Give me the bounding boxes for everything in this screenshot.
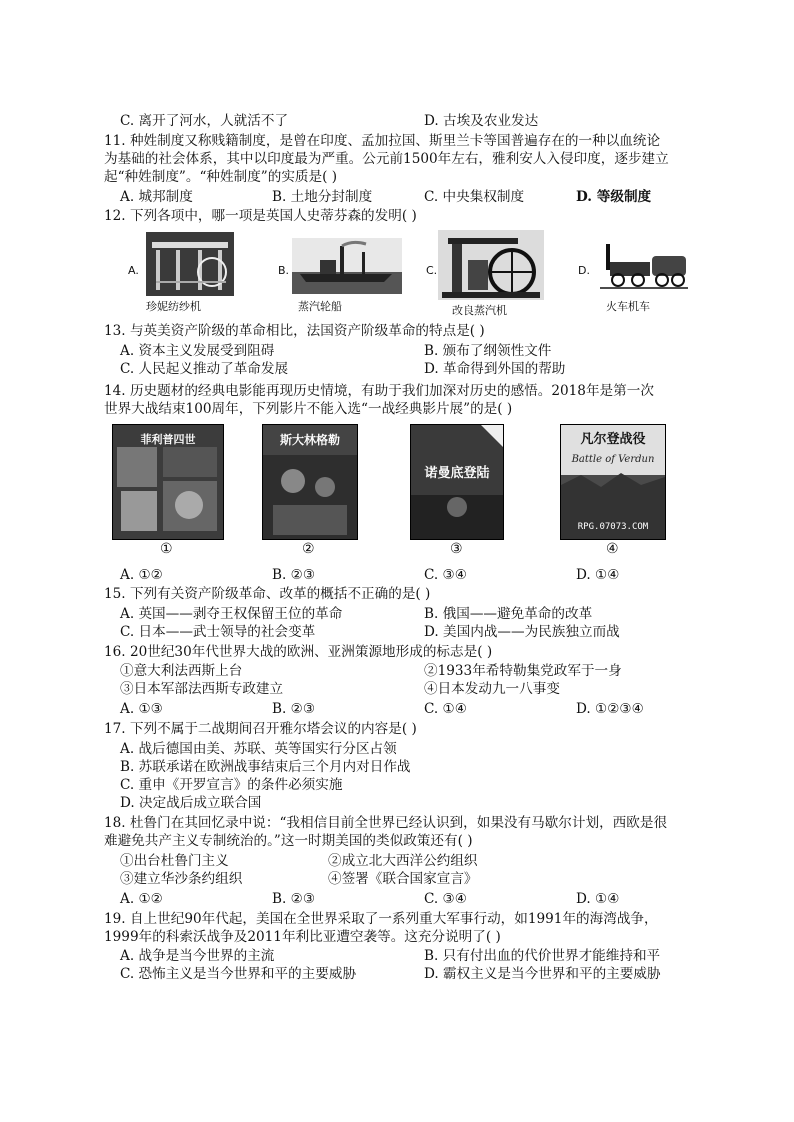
q12-image-d-letter: D. (578, 264, 590, 277)
q14-option-b: B. ②③ (272, 567, 316, 583)
q19-option-a: A. 战争是当今世界的主流 (120, 948, 275, 964)
q17-option-d: D. 决定战后成立联合国 (120, 795, 262, 811)
q17-option-a: A. 战后德国由美、苏联、英等国实行分区占领 (120, 741, 397, 757)
q19-stem-line2: 1999年的科索沃战争及2011年利比亚遭空袭等。这充分说明了( ) (104, 929, 501, 945)
q12-image-a-caption: 珍妮纺纱机 (146, 300, 201, 313)
q19-option-b: B. 只有付出血的代价世界才能维持和平 (424, 948, 661, 964)
q12-image-b-caption: 蒸汽轮船 (298, 300, 342, 313)
q11-option-c: C. 中央集权制度 (424, 189, 525, 205)
steamboat-image (292, 238, 402, 294)
q11-option-a: A. 城邦制度 (120, 189, 193, 205)
q14-stem-line1: 14. 历史题材的经典电影能再现历史情境，有助于我们加深对历史的感悟。2018年是第一次 (104, 383, 654, 399)
q13-stem: 13. 与英美资产阶级的革命相比，法国资产阶级革命的特点是( ) (104, 323, 485, 339)
q16-option-a: A. ①③ (120, 701, 163, 717)
q18-stem-line1: 18. 杜鲁门在其回忆录中说：“我相信目前全世界已经认识到，如果没有马歇尔计划，西欧是很 (104, 815, 668, 831)
q17-option-b: B. 苏联承诺在欧洲战事结束后三个月内对日作战 (120, 759, 411, 775)
q16-item-4: ④日本发动九一八事变 (424, 681, 560, 697)
movie-poster-1 (112, 424, 224, 540)
q15-option-b: B. 俄国——避免革命的改革 (424, 606, 593, 622)
q12-image-a-letter: A. (128, 264, 139, 277)
q18-item-4: ④签署《联合国家宣言》 (328, 871, 478, 887)
q13-option-c: C. 人民起义推动了革命发展 (120, 361, 289, 377)
q17-stem: 17. 下列不属于二战期间召开雅尔塔会议的内容是( ) (104, 721, 417, 737)
q16-item-1: ①意大利法西斯上台 (120, 663, 243, 679)
q15-stem: 15. 下列有关资产阶级革命、改革的概括不正确的是( ) (104, 586, 431, 602)
poster-2-number: ② (302, 541, 315, 557)
poster-1-number: ① (160, 541, 173, 557)
q11-option-b: B. 土地分封制度 (272, 189, 373, 205)
q16-stem: 16. 20世纪30年代世界大战的欧洲、亚洲策源地形成的标志是( ) (104, 644, 493, 660)
q11-stem-line2: 为基础的社会体系，其中以印度最为严重。公元前1500年左右，雅利安人入侵印度，逐步建立 (104, 151, 669, 167)
improved-steam-engine-image (438, 230, 544, 300)
q12-image-b-letter: B. (278, 264, 290, 277)
q11-option-d: D. 等级制度 (576, 189, 652, 205)
q12-image-c-caption: 改良蒸汽机 (452, 304, 507, 317)
q12-stem: 12. 下列各项中，哪一项是英国人史蒂芬森的发明( ) (104, 208, 417, 224)
q16-item-3: ③日本军部法西斯专政建立 (120, 681, 284, 697)
q16-option-b: B. ②③ (272, 701, 316, 717)
movie-poster-2-title: 斯大林格勒 (279, 433, 340, 447)
locomotive-image (596, 238, 690, 294)
q12-image-c-letter: C. (426, 264, 438, 277)
q14-option-c: C. ③④ (424, 567, 467, 583)
q14-stem-line2: 世界大战结束100周年，下列影片不能入选“一战经典影片展”的是( ) (104, 401, 513, 417)
q15-option-d: D. 美国内战——为民族独立而战 (424, 624, 620, 640)
q12-image-d-caption: 火车机车 (606, 300, 650, 313)
movie-poster-2 (262, 424, 358, 540)
q19-stem-line1: 19. 自上世纪90年代起，美国在全世界采取了一系列重大军事行动，如1991年的海湾战争， (104, 911, 658, 927)
movie-poster-3 (410, 424, 504, 540)
poster-4-number: ④ (606, 541, 619, 557)
q16-item-2: ②1933年希特勒集党政军于一身 (424, 663, 622, 679)
spinning-jenny-image (146, 232, 234, 296)
q11-stem-line3: 起“种姓制度”。“种姓制度”的实质是( ) (104, 169, 338, 185)
q14-option-a: A. ①② (120, 567, 163, 583)
poster-3-number: ③ (450, 541, 463, 557)
q19-option-d: D. 霸权主义是当今世界和平的主要威胁 (424, 966, 661, 982)
q18-option-d: D. ①④ (576, 891, 620, 907)
movie-poster-3-title: 诺曼底登陆 (424, 466, 490, 481)
q18-item-1: ①出台杜鲁门主义 (120, 853, 229, 869)
q18-option-a: A. ①② (120, 891, 163, 907)
q16-option-d: D. ①②③④ (576, 701, 644, 717)
movie-poster-4-subtitle: Battle of Verdun (571, 454, 655, 465)
q13-option-d: D. 革命得到外国的帮助 (424, 361, 566, 377)
q10-option-c: C. 离开了河水，人就活不了 (120, 113, 289, 129)
movie-poster-4-title: 凡尔登战役 (580, 432, 646, 447)
movie-poster-4 (560, 424, 666, 540)
movie-poster-1-title: 菲利普四世 (140, 433, 196, 446)
q18-option-c: C. ③④ (424, 891, 467, 907)
q16-option-c: C. ①④ (424, 701, 467, 717)
q18-option-b: B. ②③ (272, 891, 316, 907)
q19-option-c: C. 恐怖主义是当今世界和平的主要威胁 (120, 966, 357, 982)
q14-option-d: D. ①④ (576, 567, 620, 583)
q10-option-d: D. 古埃及农业发达 (424, 113, 539, 129)
q15-option-c: C. 日本——武士领导的社会变革 (120, 624, 316, 640)
q13-option-a: A. 资本主义发展受到阻碍 (120, 343, 275, 359)
movie-poster-4-footer: RPG.07073.COM (577, 522, 649, 532)
q17-option-c: C. 重申《开罗宣言》的条件必须实施 (120, 777, 343, 793)
q13-option-b: B. 颁布了纲领性文件 (424, 343, 552, 359)
q15-option-a: A. 英国——剥夺王权保留王位的革命 (120, 606, 343, 622)
q18-item-2: ②成立北大西洋公约组织 (328, 853, 478, 869)
q18-stem-line2: 难避免共产主义专制统治的。”这一时期美国的类似政策还有( ) (104, 833, 473, 849)
q11-stem-line1: 11. 种姓制度又称贱籍制度，是曾在印度、孟加拉国、斯里兰卡等国普遍存在的一种以血统论 (104, 133, 661, 149)
q18-item-3: ③建立华沙条约组织 (120, 871, 243, 887)
